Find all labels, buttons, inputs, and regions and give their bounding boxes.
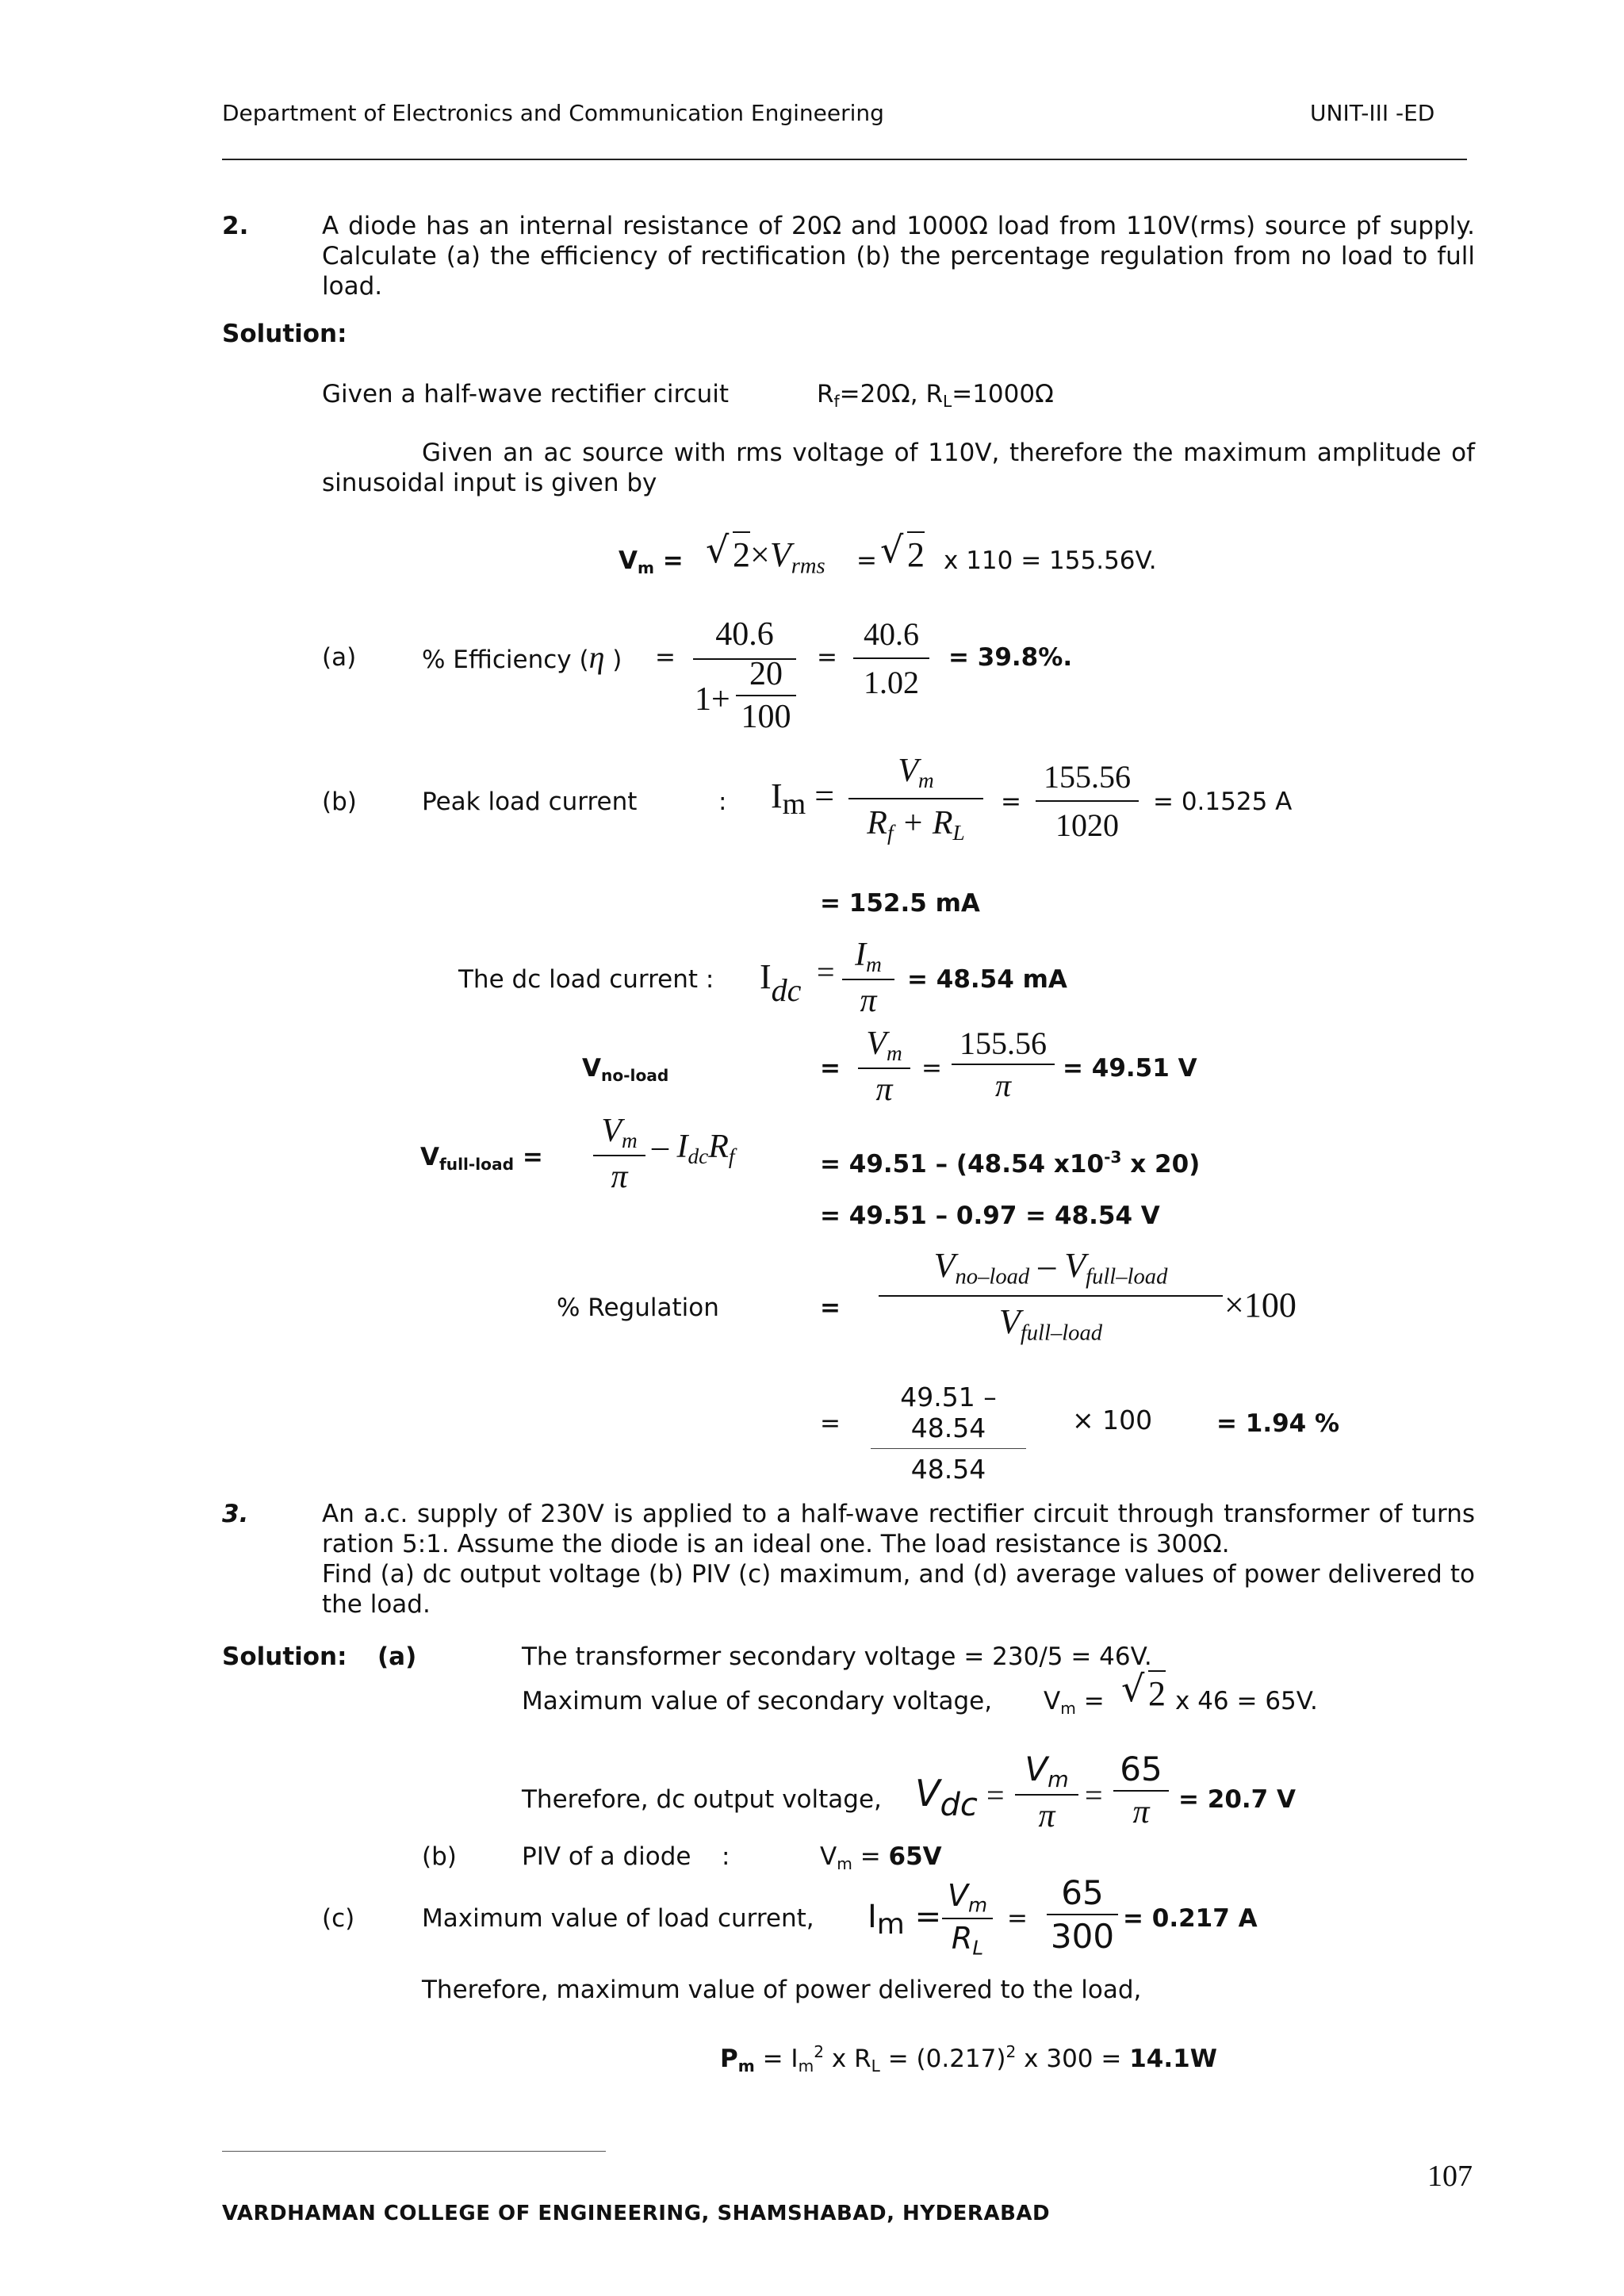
q3-vdc-eq1: = [986,1777,1005,1813]
q2-reg-times2: × 100 [1072,1405,1153,1435]
q2-vfull-calc1: = 49.51 – (48.54 $x10^{-3}$ x 20) [820,1148,1201,1179]
q2-vnl-fraction2: 155.56 π [952,1025,1055,1104]
q2-im-symbol: Im = [771,776,835,821]
q2-vfull-fraction: $V_m$ π [593,1112,645,1196]
q3-solution-label: Solution: [222,1642,347,1671]
footer-rule [222,2151,606,2152]
q2-eff-den-one: 1+ [695,681,730,718]
q3-sec-voltage: The transformer secondary voltage = 230/5 = 46V. [522,1642,1152,1671]
q2-peak-colon: : [718,788,727,816]
q2-vnl-result: = 49.51 V [1063,1054,1197,1083]
q2-vnl-eq2: = [921,1054,942,1083]
q2-reg-fraction2: 49.51 – 48.54 48.54 [871,1382,1026,1485]
q2-vfull-calc2: = 49.51 – 0.97 = 48.54 V [820,1202,1160,1230]
q2-idc-fraction: $I_m$ π [842,936,894,1020]
q2-idc-result: = 48.54 mA [907,965,1067,994]
q3-max-current: Maximum value of load current, [422,1904,814,1933]
q3-power-text: Therefore, maximum value of power delivered to the load, [422,1976,1142,2004]
q2-vm-tail: x 110 = 155.56V. [944,546,1157,575]
q2-vfull-expr: – $I_{dc}R_f$ [652,1129,735,1169]
q2-eff-fraction1: 40.6 [693,615,796,665]
q2-eff-fraction2: 40.6 1.02 [853,615,929,701]
q2-given-ac: Given an ac source with rms voltage of 110V, therefore the maximum amplitude of sinusoidal input is given by [322,439,1475,497]
q2-idc-symbol: Idc [760,957,802,1008]
q2-eff-eq2: = [817,643,837,672]
q3-b-label: (b) [422,1842,457,1871]
q3-sqrt2: √ 2 [1121,1667,1166,1713]
header-unit: UNIT-III -ED [1310,100,1435,126]
q3-c-label: (c) [322,1904,355,1933]
q2-im-fraction: $V_m$ $R_f + R_L$ [848,752,983,845]
q2-vm-sqrt2: √ 2 [880,528,925,574]
q3-pm-expr: $P_m = I_m^2$ x $R_L = (0.217)^2$ x 300 = 14.1W [720,2042,1217,2076]
q2-reg-label: % Regulation [557,1294,719,1322]
q3-vdc-fraction2: 65 π [1113,1750,1169,1831]
header-rule [222,159,1467,160]
q2-eff-result: = 39.8%. [948,643,1073,672]
q2-reg-eq: = [820,1294,841,1322]
q3-piv-label: PIV of a diode [522,1842,691,1871]
q2-peak-val: = 0.1525 A [1153,788,1293,816]
q2-vfull-label: $V_{full-load}$ = [420,1143,543,1175]
q3-im-symbol: Im = [868,1899,942,1941]
q2-a-label: (a) [322,643,357,672]
q3-piv-colon: : [722,1842,730,1871]
q2-peak-eq: = [1001,788,1021,816]
q3-find: Find (a) dc output voltage (b) PIV (c) maximum, and (d) average values of power delivered to the load. [322,1560,1475,1619]
q3-dc-out: Therefore, dc output voltage, [522,1785,882,1814]
q3-vdc-result: = 20.7 V [1178,1785,1297,1814]
q3-vdc-fraction1: $V_m$ π [1015,1750,1078,1835]
q3-max-sec-tail: x 46 = 65V. [1175,1687,1318,1715]
q2-vm-label: $V_m$ = [619,546,684,578]
q2-reg-times: ×100 [1224,1286,1297,1324]
q2-peak-ma: = 152.5 mA [820,889,980,918]
q3-im-fraction1: $V_m$ $R_L$ [942,1878,993,1960]
q3-text: An a.c. supply of 230V is applied to a half-wave rectifier circuit through transformer of turns ration 5:1. Assume the diode is an ideal one. The load resistance is 300Ω. [322,1500,1475,1558]
header-department: Department of Electronics and Communication Engineering [222,100,884,126]
q2-vm-sqrt-expr: √ $2\times V_{rms}$ [706,528,825,579]
q2-peak-fraction: 155.56 1020 [1036,758,1139,844]
q2-vnl-fraction1: $V_m$ π [858,1025,910,1109]
q2-idc-eq: = [817,954,835,990]
q2-eff-eq1: = [655,643,676,672]
q3-vm-label: $V_m$ = [1044,1687,1105,1719]
q3-vdc-eq2: = [1085,1777,1103,1813]
q3-number: 3. [222,1500,249,1528]
q3-piv-value: $V_m = 65V$ [820,1842,942,1874]
q2-reg-result: = 1.94 % [1216,1409,1340,1438]
q2-eff-inner-frac: 20 100 [736,655,796,736]
q2-dc-label: The dc load current : [458,965,714,994]
q3-a-label: (a) [377,1642,417,1671]
q3-im-result: = 0.217 A [1123,1904,1258,1933]
q2-b-label: (b) [322,788,357,816]
footer-college: VARDHAMAN COLLEGE OF ENGINEERING, SHAMSHABAD, HYDERABAD [222,2202,1051,2225]
q2-vnl-eq1: = [820,1054,841,1083]
q3-vdc-symbol: Vdc [915,1772,978,1823]
q2-eff-label: % Efficiency (η ) [422,639,622,675]
q3-im-eq: = [1007,1904,1028,1933]
q2-solution-label: Solution: [222,320,347,348]
q2-peak-label: Peak load current [422,788,638,816]
q2-vm-eq: = [856,546,877,575]
q3-max-sec: Maximum value of secondary voltage, [522,1687,993,1715]
footer-page-number: 107 [1427,2160,1473,2193]
q2-text: A diode has an internal resistance of 20Ω and 1000Ω load from 110V(rms) source pf supply. Calculate (a) the efficiency of rectification (b) the percentage regulation from no load to full load. [322,212,1475,301]
q2-reg-eq2: = [820,1409,841,1438]
q2-given-values: $R_f=20\Omega$, $R_L=1000\Omega$ [817,380,1054,412]
q2-reg-fraction: $V_{no-load} - V_{full-load}$ $V_{full-load}$ [879,1245,1223,1346]
q2-number: 2. [222,212,249,240]
q2-vnoload-label: $V_{no-load}$ [582,1054,669,1086]
q2-given: Given a half-wave rectifier circuit [322,380,730,408]
q3-im-fraction2: 65 300 [1047,1873,1118,1956]
